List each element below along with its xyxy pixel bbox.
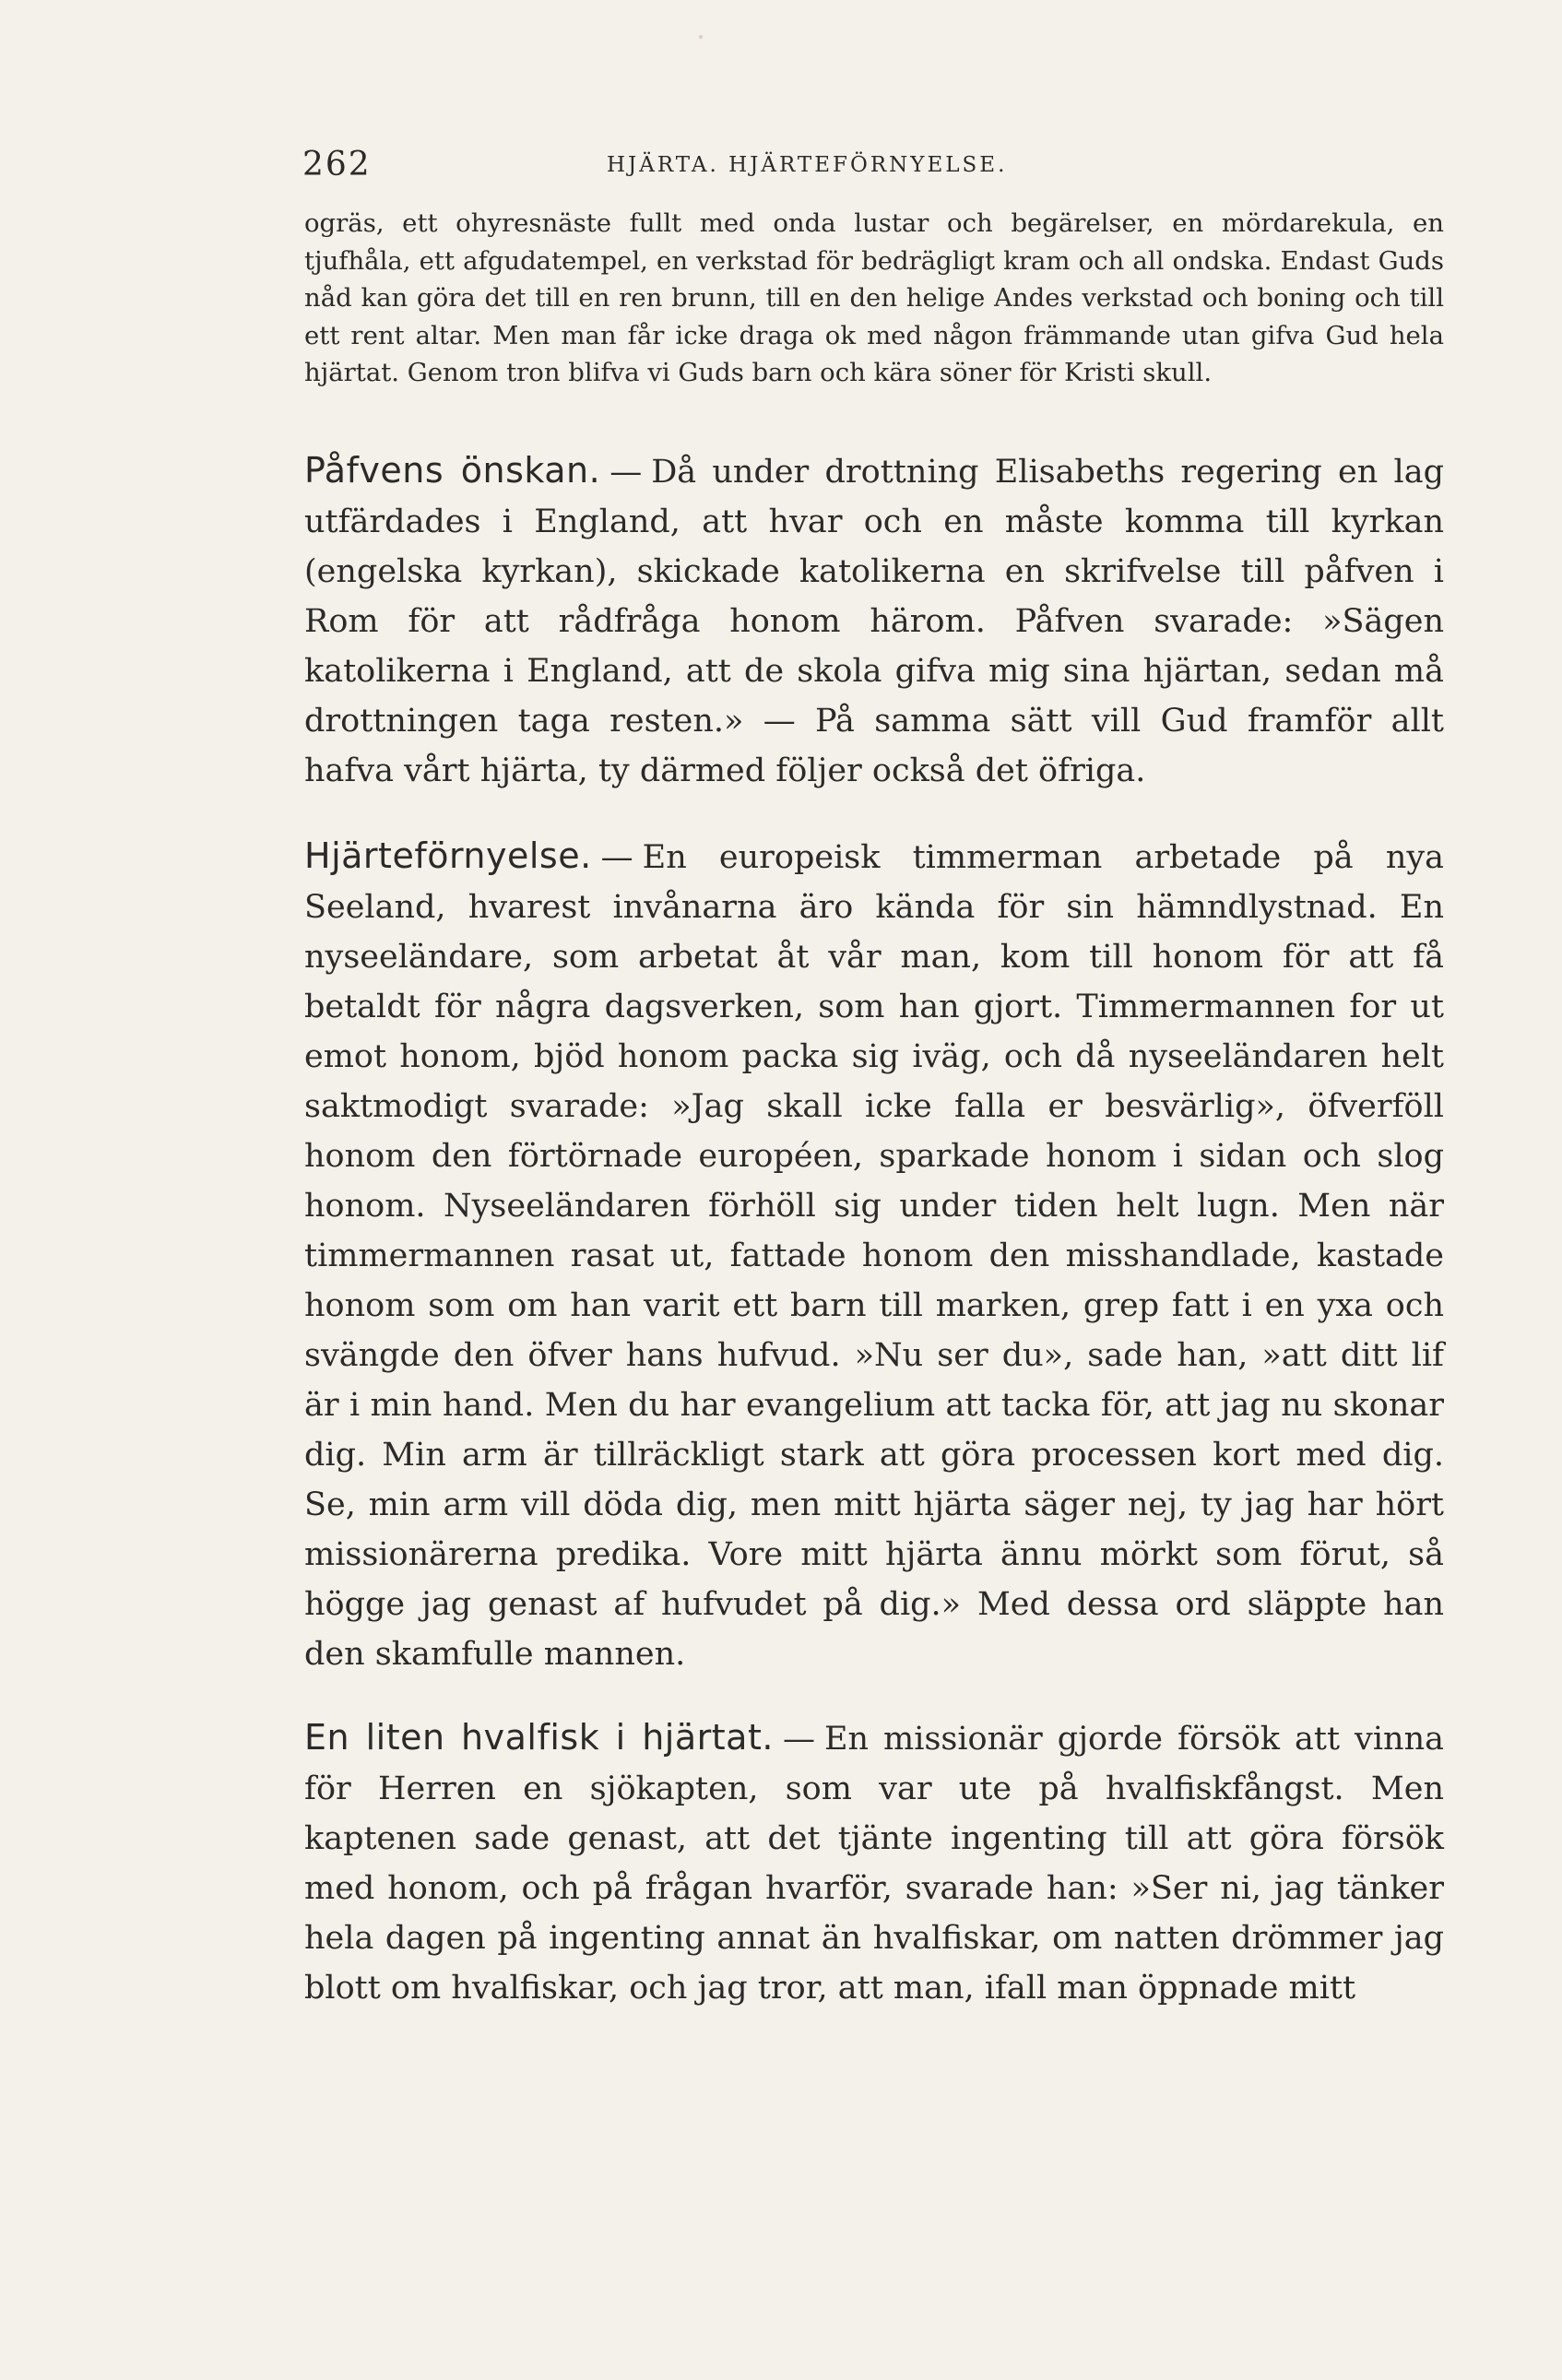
section-heading: En liten hvalfisk i hjärtat. <box>304 1716 774 1758</box>
section-text: En europeisk timmerman arbetade på nya Seeland, hvarest invånarna äro kända för sin hämndlystnad. En nyseeländare, som arbetat åt vår man, kom till honom för att få betaldt för några dagsverken, som han gjort. Timmermannen for ut emot honom, bjöd honom packa sig iväg, och då nyseeländaren helt saktmodigt svarade: »Jag skall icke falla er besvärlig», öfverföll honom den förtörnade européen, sparkade honom i sidan och slog honom. Nyseeländaren förhöll sig under tiden helt lugn. Men när timmermannen rasat ut, fattade honom den misshandlade, kastade honom som om han varit ett barn till marken, grep fatt i en yxa och svängde den öfver hans hufvud. »Nu ser du», sade han, »att ditt lif är i min hand. Men du har evangelium att tacka för, att jag nu skonar dig. Min arm är tillräckligt stark att göra processen kort med dig. Se, min arm vill döda dig, men mitt hjärta säger nej, ty jag har hört missionärerna predika. Vore mitt hjärta ännu mörkt som förut, så högge jag genast af hufvudet på dig.» Med dessa ord släppte han den skamfulle mannen. <box>304 838 1444 1673</box>
section-dash: — <box>782 1720 815 1758</box>
section-heading: Påfvens önskan. <box>304 449 601 491</box>
section-pafvens-onskan <box>304 445 1444 796</box>
intro-paragraph: ogräs, ett ohyresnäste fullt med onda lustar och begärelser, en mördarekula, en tjufhåla, ett afgudatempel, en verkstad för bedrägligt kram och all ondska. Endast Guds nåd kan göra det till en ren brunn, till en den helige Andes verkstad och boning och till ett rent altar. Men man får icke draga ok med någon främmande utan gifva Gud hela hjärtat. Genom tron blifva vi Guds barn och kära söner för Kristi skull. <box>304 208 1444 387</box>
section-text: En missionär gjorde försök att vinna för Herren en sjökapten, som var ute på hvalfiskfångst. Men kaptenen sade genast, att det tjänte ingenting till att göra försök med honom, och på frågan hvarför, svarade han: »Ser ni, jag tänker hela dagen på ingenting annat än hvalfiskar, om natten drömmer jag blott om hvalfiskar, och jag tror, att man, ifall man öppnade mitt <box>304 1720 1444 2007</box>
section-en-liten-hvalfisk <box>304 1712 1444 2013</box>
section-dash: — <box>600 838 633 876</box>
page-number: 262 <box>302 146 372 184</box>
section-hjarteförnyelse <box>304 831 1444 1679</box>
running-head: HJÄRTA. HJÄRTEFÖRNYELSE. <box>607 153 1008 177</box>
section-dash: — <box>609 453 643 491</box>
section-heading: Hjärteförnyelse. <box>304 835 592 876</box>
page-header <box>302 146 1446 201</box>
page-body <box>304 205 1444 2013</box>
paper-speck <box>699 35 703 39</box>
section-text: Då under drottning Elisabeths regering en lag utfärdades i England, att hvar och en måste komma till kyrkan (engelska kyrkan), skickade katolikerna en skrifvelse till påfven i Rom för att rådfråga honom härom. Påfven svarade: »Sägen katolikerna i England, att de skola gifva mig sina hjärtan, sedan må drottningen taga resten.» — På samma sätt vill Gud framför allt hafva vårt hjärta, ty därmed följer också det öfriga. <box>304 453 1444 789</box>
